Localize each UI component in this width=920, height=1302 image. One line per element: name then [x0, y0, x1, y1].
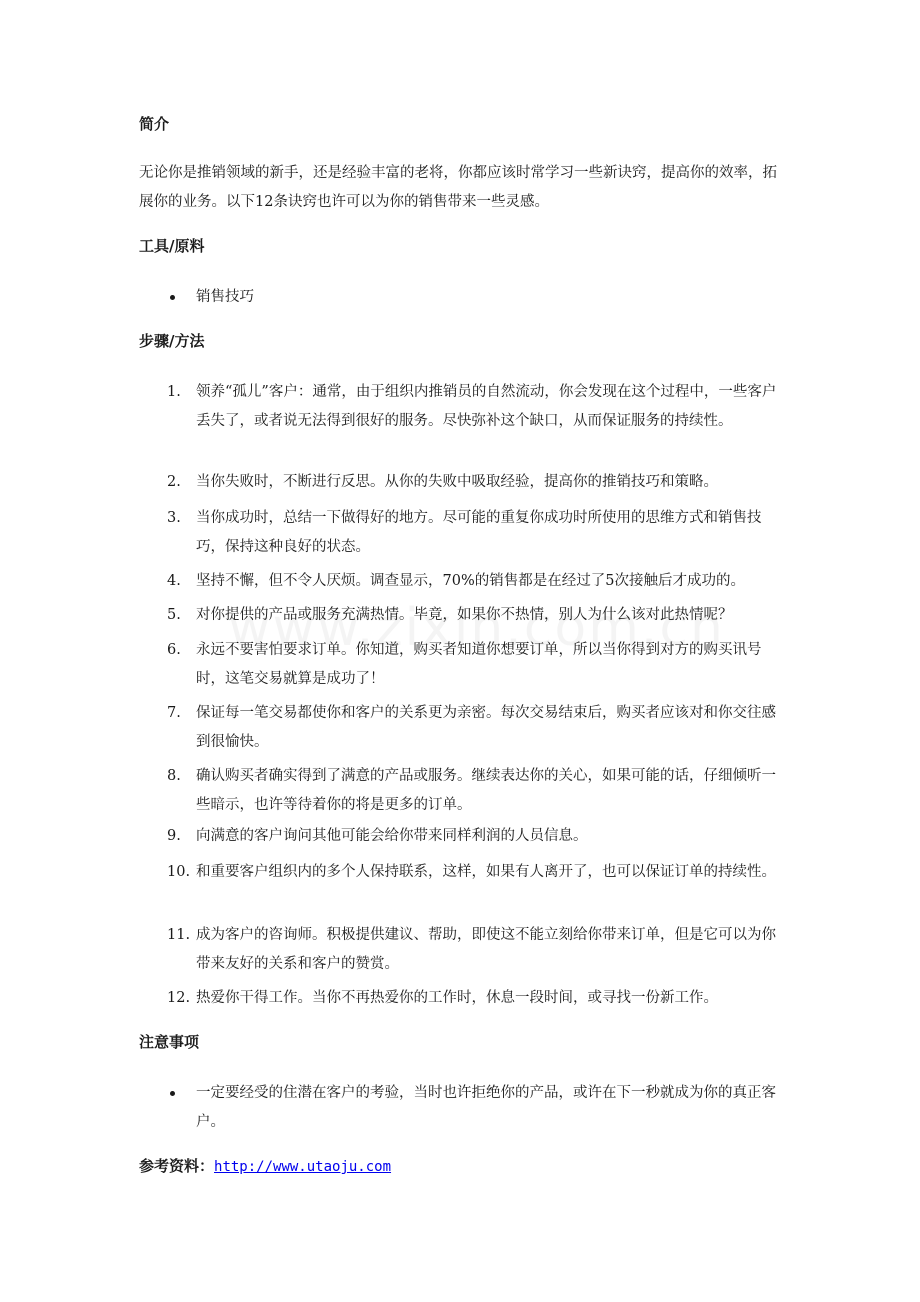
- bullet-icon: [170, 295, 175, 300]
- step-item: [167, 921, 784, 979]
- step-item: [167, 699, 784, 757]
- step-number: 11.: [167, 927, 191, 943]
- step-item: [167, 468, 784, 497]
- reference-label: 参考资料：: [139, 1157, 215, 1175]
- step-item: [167, 822, 784, 851]
- step-text: 永远不要害怕要求订单。你知道，购买者知道你想要订单，所以当你得到对方的购买讯号时，这笔交易就算是成功了！: [196, 642, 762, 687]
- reference-line: [139, 1156, 391, 1177]
- step-item: [167, 567, 784, 596]
- step-item: [167, 378, 784, 436]
- tools-heading: 工具/原料: [139, 237, 205, 255]
- list-item: [167, 283, 784, 312]
- step-number: 6.: [167, 642, 181, 658]
- step-item: [167, 504, 784, 562]
- step-text: 坚持不懈，但不令人厌烦。调查显示，70%的销售都是在经过了5次接触后才成功的。: [196, 573, 745, 589]
- reference-link[interactable]: http://www.utaoju.com: [214, 1159, 392, 1175]
- step-number: 2.: [167, 474, 181, 490]
- bullet-icon: [170, 1091, 175, 1096]
- step-item: [167, 636, 784, 694]
- step-number: 8.: [167, 768, 181, 784]
- step-text: 确认购买者确实得到了满意的产品或服务。继续表达你的关心，如果可能的话，仔细倾听一些暗示，也许等待着你的将是更多的订单。: [196, 768, 776, 813]
- step-text: 和重要客户组织内的多个人保持联系，这样，如果有人离开了，也可以保证订单的持续性。: [196, 864, 776, 880]
- step-item: [167, 601, 784, 630]
- step-text: 热爱你干得工作。当你不再热爱你的工作时，休息一段时间，或寻找一份新工作。: [196, 990, 718, 1006]
- step-item: [167, 762, 784, 820]
- step-text: 对你提供的产品或服务充满热情。毕竟，如果你不热情，别人为什么该对此热情呢？: [196, 607, 733, 623]
- tools-item-text: 销售技巧: [196, 289, 254, 305]
- intro-paragraph: 无论你是推销领域的新手，还是经验丰富的老将，你都应该时常学习一些新诀窍，提高你的效率，拓展你的业务。以下12条诀窍也许可以为你的销售带来一些灵感。: [139, 165, 777, 210]
- tools-list: [167, 283, 784, 312]
- step-number: 7.: [167, 705, 181, 721]
- step-item: [167, 858, 784, 887]
- notes-item-text: 一定要经受的住潜在客户的考验，当时也许拒绝你的产品，或许在下一秒就成为你的真正客户。: [196, 1085, 776, 1130]
- step-number: 5.: [167, 607, 181, 623]
- intro-heading: 简介: [139, 115, 170, 133]
- step-text: 当你失败时，不断进行反思。从你的失败中吸取经验，提高你的推销技巧和策略。: [196, 474, 718, 490]
- steps-heading: 步骤/方法: [139, 332, 205, 350]
- step-number: 9.: [167, 828, 181, 844]
- step-number: 1.: [167, 384, 181, 400]
- notes-list: [167, 1079, 784, 1137]
- step-item: [167, 984, 784, 1013]
- step-text: 保证每一笔交易都使你和客户的关系更为亲密。每次交易结束后，购买者应该对和你交往感到很愉快。: [196, 705, 776, 750]
- step-text: 向满意的客户询问其他可能会给你带来同样利润的人员信息。: [196, 828, 588, 844]
- step-text: 领养“孤儿”客户：通常，由于组织内推销员的自然流动，你会发现在这个过程中，一些客户丢失了，或者说无法得到很好的服务。尽快弥补这个缺口，从而保证服务的持续性。: [196, 384, 777, 429]
- step-number: 12.: [167, 990, 191, 1006]
- step-text: 当你成功时，总结一下做得好的地方。尽可能的重复你成功时所使用的思维方式和销售技巧，保持这种良好的状态。: [196, 510, 762, 555]
- step-number: 3.: [167, 510, 181, 526]
- list-item: [167, 1079, 784, 1137]
- step-text: 成为客户的咨询师。积极提供建议、帮助，即使这不能立刻给你带来订单，但是它可以为你带来友好的关系和客户的赞赏。: [196, 927, 776, 972]
- step-number: 10.: [167, 864, 191, 880]
- step-number: 4.: [167, 573, 181, 589]
- notes-heading: 注意事项: [139, 1033, 200, 1051]
